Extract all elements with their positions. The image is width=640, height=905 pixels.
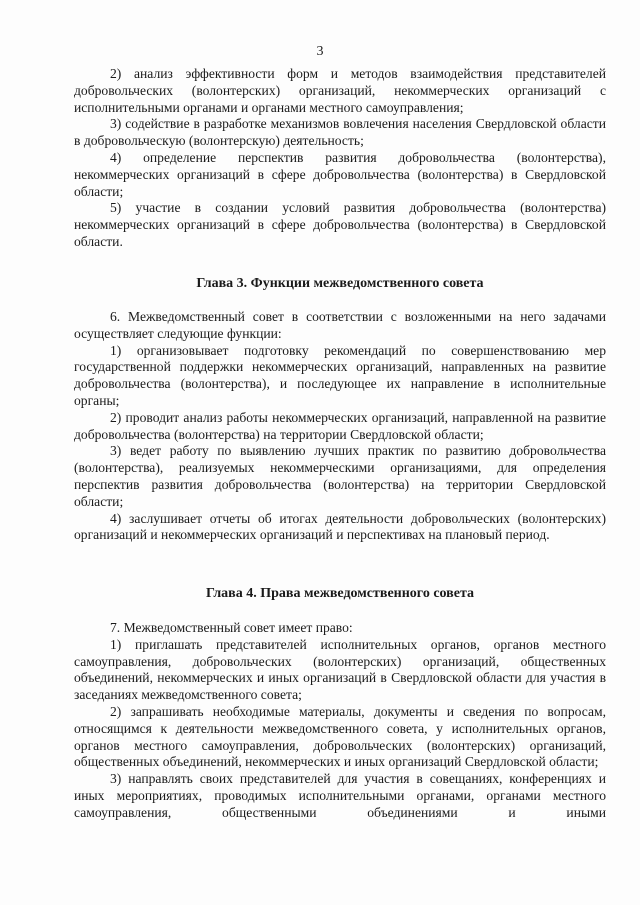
list-item: 1) приглашать представителей исполнительных органов, органов местного самоуправления, добровольческих (волонтерских) организаций, общественных объединений, некоммерческих и иных организаций в Свердловской области для участия в заседаниях межведомственного совета; xyxy=(74,636,606,703)
chapter3-title: Глава 3. Функции межведомственного совета xyxy=(196,276,484,291)
chapter4-title: Глава 4. Права межведомственного совета xyxy=(205,586,475,601)
list-item: 3) ведет работу по выявлению лучших практик по развитию добровольчества (волонтерства), реализуемых некоммерческими организациями, для определения перспектив развития добровольчества (волонтерства) на территории Свердловской области; xyxy=(74,443,606,509)
list-item: 5) участие в создании условий развития добровольчества (волонтерства) некоммерческих организаций в сфере добровольчества (волонтерства) в Свердловской области. xyxy=(74,200,606,249)
list-item: 1) организовывает подготовку рекомендаций по совершенствованию мер государственной поддержки некоммерческих организаций, направленных на развитие добровольчества (волонтерства), и последующее их направление в исполнительные органы; xyxy=(74,342,606,408)
chapter3-intro: 6. Межведомственный совет в соответствии с возложенными на него задачами осуществляет следующие функции: xyxy=(74,309,606,341)
page-number: 3 xyxy=(316,44,324,59)
list-item: 2) запрашивать необходимые материалы, документы и сведения по вопросам, относящимся к деятельности межведомственного совета, у исполнительных органов, органов местного самоуправления, добровольческих (волонтерских) организаций, общественных объединений, некоммерческих и иных организаций Свердловской области; xyxy=(74,703,606,770)
section2-items xyxy=(74,66,606,251)
chapter3-body xyxy=(74,309,606,544)
list-item: 2) проводит анализ работы некоммерческих организаций, направленной на развитие добровольчества (волонтерства) на территории Свердловской области; xyxy=(74,409,606,442)
list-item: 4) определение перспектив развития добровольчества (волонтерства), некоммерческих организаций в сфере добровольчества (волонтерства) в Свердловской области; xyxy=(74,149,606,199)
list-item: 3) содействие в разработке механизмов вовлечения населения Свердловской области в добровольческую (волонтерскую) деятельность; xyxy=(74,116,606,149)
chapter4-intro: 7. Межведомственный совет имеет право: xyxy=(110,620,353,635)
chapter4-body xyxy=(74,620,606,822)
list-item: 3) направлять своих представителей для участия в совещаниях, конференциях и иных мероприятиях, проводимых исполнительными органами, органами местного самоуправления, общественными объединениями и иными xyxy=(74,771,606,820)
list-item: 2) анализ эффективности форм и методов взаимодействия представителей добровольческих (волонтерских) организаций, некоммерческих организаций с исполнительными органами и органами местного самоуправления; xyxy=(74,66,606,115)
list-item: 4) заслушивает отчеты об итогах деятельности добровольческих (волонтерских) организаций и некоммерческих организаций и перспективах на плановый период. xyxy=(74,510,606,543)
